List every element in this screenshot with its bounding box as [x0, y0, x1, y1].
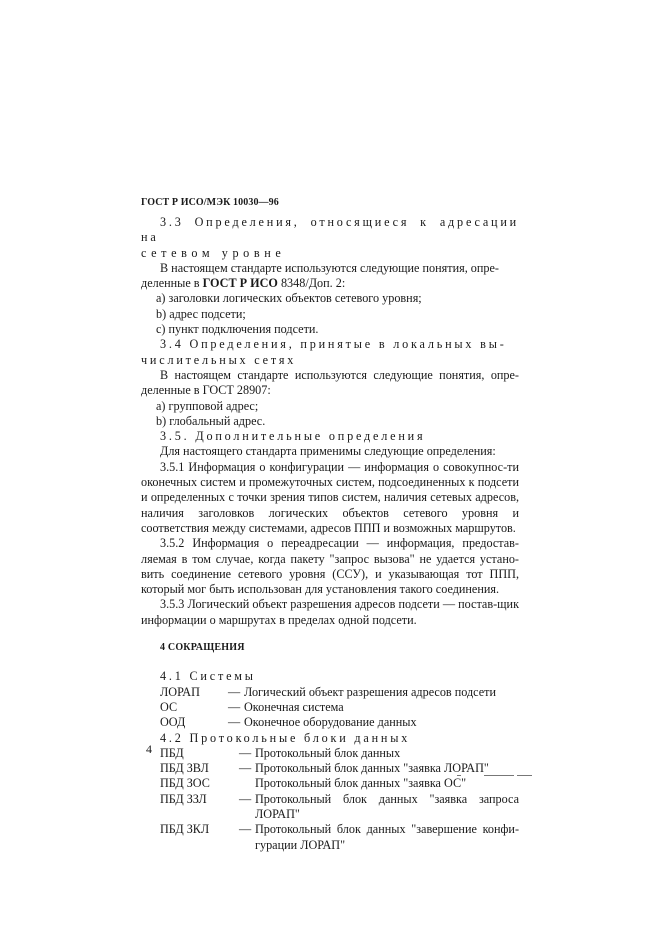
abbreviation-dash: —	[239, 761, 252, 776]
abbreviation-term: ООД	[160, 715, 186, 730]
definition-3-5-2: 3.5.2 Информация о переадресации — информация, предостав-ляемая в том случае, когда пакету "запрос вызова" не удается устано-вить соединение сетевого уровня (ССУ), и указывающая тот ППП, который мог быть использован для установления такого соединения.	[141, 536, 519, 597]
section-3-3-title-line1: 3.3 Определения, относящиеся к адресации на	[141, 215, 519, 245]
intro-text-rest: 8348/Доп. 2:	[277, 276, 346, 291]
list-item: а) заголовки логических объектов сетевого уровня;	[156, 291, 422, 306]
list-item: с) пункт подключения подсети.	[156, 322, 319, 337]
list-item: b) адрес подсети;	[156, 306, 246, 321]
abbreviation-row	[141, 685, 519, 700]
abbreviation-term: ПБД ЗКЛ	[160, 822, 210, 837]
section-3-3-intro-line2	[141, 276, 519, 291]
abbreviation-row	[141, 822, 519, 853]
abbreviation-description: Протокольный блок данных "завершение конфи-гурации ЛОРАП"	[255, 822, 519, 852]
page-number: 4	[146, 742, 152, 756]
definition-3-5-3: 3.5.3 Логический объект разрешения адресов подсети — постав-щик информации о маршрутах в пределах одной подсети.	[141, 597, 519, 627]
abbreviation-term: ПБД	[160, 745, 184, 760]
abbreviation-dash: —	[228, 684, 241, 699]
abbreviation-dash: —	[239, 745, 252, 760]
abbreviation-dash: —	[228, 715, 241, 730]
abbreviation-dash: —	[239, 791, 252, 806]
document-body	[141, 215, 519, 853]
abbreviation-description: Логический объект разрешения адресов подсети	[244, 684, 496, 699]
abbreviation-term: ПБД ЗВЛ	[160, 761, 209, 776]
abbreviation-row	[141, 792, 519, 823]
page-header: ГОСТ Р ИСО/МЭК 10030—96	[141, 197, 279, 208]
standard-reference: ГОСТ Р ИСО	[202, 276, 278, 291]
abbreviation-description: Протокольный блок данных "заявка ОС"	[255, 776, 467, 791]
list-item: b) глобальный адрес.	[156, 413, 266, 428]
abbreviation-description: Протокольный блок данных "заявка ЛОРАП"	[255, 761, 489, 776]
section-3-4-title-line2: числительных сетях	[141, 352, 297, 367]
scan-artifact-rule-short	[517, 775, 532, 776]
abbreviation-row	[141, 746, 519, 761]
abbreviation-term: ОС	[160, 699, 178, 714]
subsection-4-2-title: 4.2 Протокольные блоки данных	[160, 730, 411, 745]
scan-artifact-rule	[484, 775, 514, 776]
abbreviation-description: Оконечное оборудование данных	[244, 715, 417, 730]
abbreviation-row	[141, 776, 519, 791]
abbreviation-description: Протокольный блок данных	[255, 745, 401, 760]
abbreviation-description: Протокольный блок данных "заявка запроса ЛОРАП"	[255, 791, 519, 821]
abbreviation-row	[141, 715, 519, 730]
intro-text: деленные в	[141, 276, 203, 291]
subsection-4-1-title: 4.1 Системы	[160, 669, 256, 684]
abbreviation-row	[141, 761, 519, 776]
abbreviation-row	[141, 700, 519, 715]
abbreviation-dash: —	[228, 699, 241, 714]
abbreviation-dash: —	[239, 822, 252, 837]
abbreviation-term: ПБД ЗЗЛ	[160, 791, 207, 806]
section-4-title: 4 СОКРАЩЕНИЯ	[160, 642, 245, 654]
section-3-5-intro: Для настоящего стандарта применимы следующие определения:	[160, 444, 496, 459]
abbreviation-term: ЛОРАП	[160, 684, 200, 699]
list-item: а) групповой адрес;	[156, 398, 259, 413]
abbreviation-description: Оконечная система	[244, 699, 344, 714]
section-3-4-title-line1: 3.4 Определения, принятые в локальных вы-	[160, 337, 507, 352]
scan-artifact-mark	[457, 775, 461, 776]
section-3-4-intro: В настоящем стандарте используются следующие понятия, опре-деленные в ГОСТ 28907:	[141, 367, 519, 398]
definition-3-5-1: 3.5.1 Информация о конфигурации — информация о совокупнос-ти оконечных систем и промежуточных систем, подсоединенных к подсети и определенных с точки зрения типов систем, наличия сетевых адресов, наличия заголовков логических объектов сетевого уровня и соответствия между системами, адресов ППП и возможных маршрутов.	[141, 459, 519, 535]
section-3-3-title-line2: сетевом уровне	[141, 245, 286, 260]
section-3-3-intro-line1: В настоящем стандарте используются следующие понятия, опре-	[160, 260, 499, 275]
section-3-5-title: 3.5. Дополнительные определения	[160, 429, 426, 444]
abbreviation-term: ПБД ЗОС	[160, 776, 210, 791]
